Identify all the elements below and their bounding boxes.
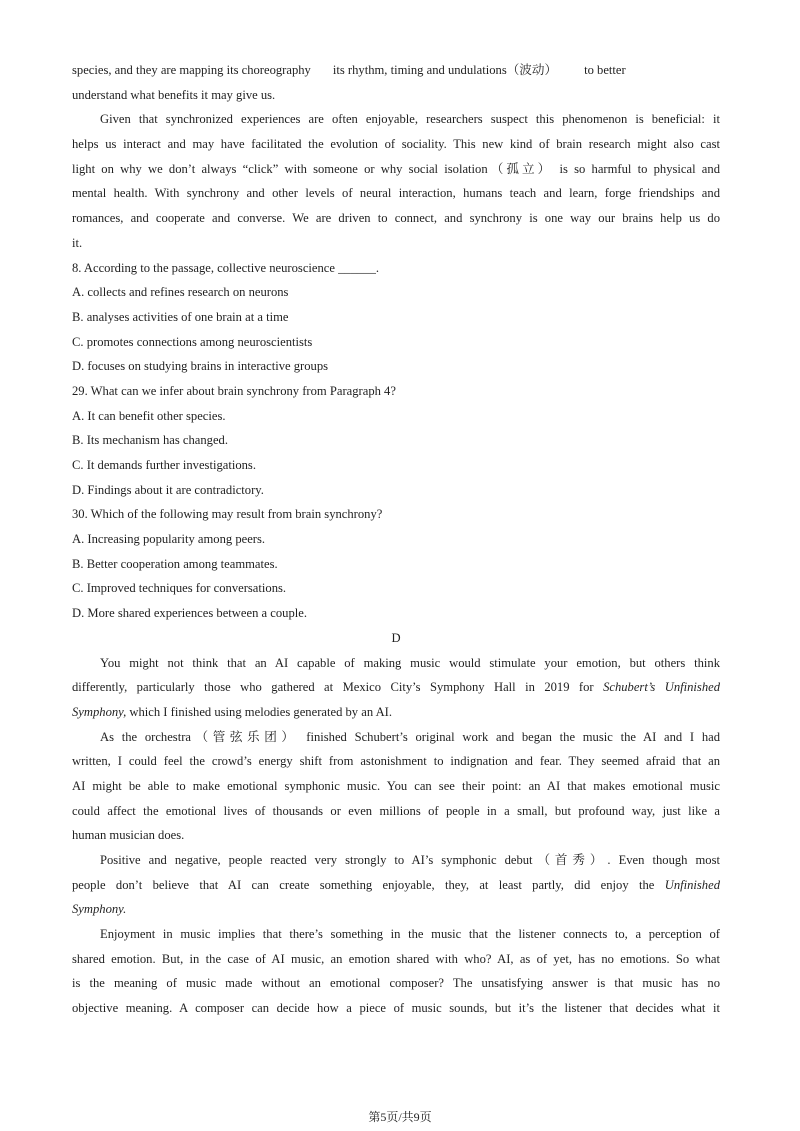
page-indicator: 第5页/共9页 bbox=[368, 1110, 432, 1124]
passage-line: objective meaning. A composer can decide how a piece of music sounds, but it’s the listener that decides what it bbox=[72, 1001, 720, 1016]
passage-line: understand what benefits it may give us. bbox=[72, 87, 276, 102]
passage-line: mental health. With synchrony and other levels of neural interaction, humans teach and learn, forge friendships and bbox=[72, 186, 720, 201]
passage-segment: people don’t believe that AI can create something enjoyable, they, at least partly, did enjoy the bbox=[72, 877, 655, 892]
passage-line: written, I could feel the crowd’s energy shift from astonishment to indignation and fear. They seemed afraid that an bbox=[72, 754, 720, 769]
question-option: D. Findings about it are contradictory. bbox=[72, 482, 264, 497]
question-option: B. Better cooperation among teammates. bbox=[72, 556, 278, 571]
italic-title: Schubert’s Unfinished bbox=[603, 680, 720, 695]
question-option: D. focuses on studying brains in interactive groups bbox=[72, 359, 329, 374]
question-stem: 8. According to the passage, collective neuroscience ______. bbox=[72, 260, 380, 275]
document-body bbox=[72, 58, 720, 1021]
question-option: C. promotes connections among neuroscientists bbox=[72, 334, 313, 349]
passage-line: AI might be able to make emotional symphonic music. You can see their point: an AI that makes emotional music bbox=[72, 778, 720, 793]
question-stem: 30. Which of the following may result from brain synchrony? bbox=[72, 507, 383, 522]
passage-line: could affect the emotional lives of thousands or even millions of people in a small, but profound way, just like a bbox=[72, 803, 720, 818]
question-option: A. collects and refines research on neurons bbox=[72, 285, 289, 300]
passage-line bbox=[72, 58, 720, 83]
passage-line: As the orchestra（管弦乐团） finished Schubert’s original work and began the music the AI and I had bbox=[100, 729, 720, 744]
passage-line: You might not think that an AI capable of making music would stimulate your emotion, but others think bbox=[100, 655, 720, 670]
passage-line: Positive and negative, people reacted very strongly to AI’s symphonic debut（首秀）. Even though most bbox=[100, 853, 720, 867]
question-option: B. Its mechanism has changed. bbox=[72, 433, 228, 448]
passage-line bbox=[72, 675, 720, 700]
question-option: A. Increasing popularity among peers. bbox=[72, 532, 266, 547]
passage-line: Given that synchronized experiences are often enjoyable, researchers suspect this phenomenon is beneficial: it bbox=[100, 112, 720, 127]
italic-title: Symphony, bbox=[72, 704, 127, 719]
passage-segment: its rhythm, timing and undulations（波动） bbox=[332, 63, 558, 77]
question-option: C. Improved techniques for conversations. bbox=[72, 581, 287, 596]
passage-line: light on why we don’t always “click” with someone or why social isolation（孤立） is so harmful to physical and bbox=[72, 161, 720, 176]
passage-line: romances, and cooperate and converse. We are driven to connect, and synchrony is one way our brains help us do bbox=[72, 211, 720, 226]
passage-segment: differently, particularly those who gathered at Mexico City’s Symphony Hall in 2019 for bbox=[72, 680, 594, 695]
section-heading: D bbox=[391, 630, 401, 645]
passage-line: Enjoyment in music implies that there’s something in the music that the listener connects to, a perception of bbox=[100, 927, 720, 942]
passage-line bbox=[72, 700, 720, 725]
passage-line bbox=[72, 873, 720, 898]
passage-line: is the meaning of music made without an emotional composer? The unsatisfying answer is that music has no bbox=[72, 976, 720, 991]
passage-segment: which I finished using melodies generated by an AI. bbox=[129, 704, 393, 719]
passage-line: shared emotion. But, in the case of AI music, an emotion shared with who? AI, as of yet, has no emotions. So what bbox=[72, 951, 720, 966]
passage-segment: to better bbox=[584, 63, 626, 77]
italic-title: Symphony. bbox=[72, 902, 127, 917]
italic-title: Unfinished bbox=[664, 877, 720, 892]
passage-line: human musician does. bbox=[72, 828, 185, 843]
passage-segment: species, and they are mapping its choreography bbox=[72, 63, 311, 77]
question-option: D. More shared experiences between a couple. bbox=[72, 606, 307, 621]
passage-line bbox=[72, 897, 720, 922]
question-option: B. analyses activities of one brain at a time bbox=[72, 309, 289, 324]
question-option: A. It can benefit other species. bbox=[72, 408, 226, 423]
page-footer bbox=[0, 1108, 800, 1126]
passage-line: helps us interact and may have facilitated the evolution of sociality. This new kind of brain research might also cast bbox=[72, 137, 720, 152]
passage-line: it. bbox=[72, 235, 83, 250]
question-stem: 29. What can we infer about brain synchrony from Paragraph 4? bbox=[72, 383, 396, 398]
question-option: C. It demands further investigations. bbox=[72, 458, 256, 472]
